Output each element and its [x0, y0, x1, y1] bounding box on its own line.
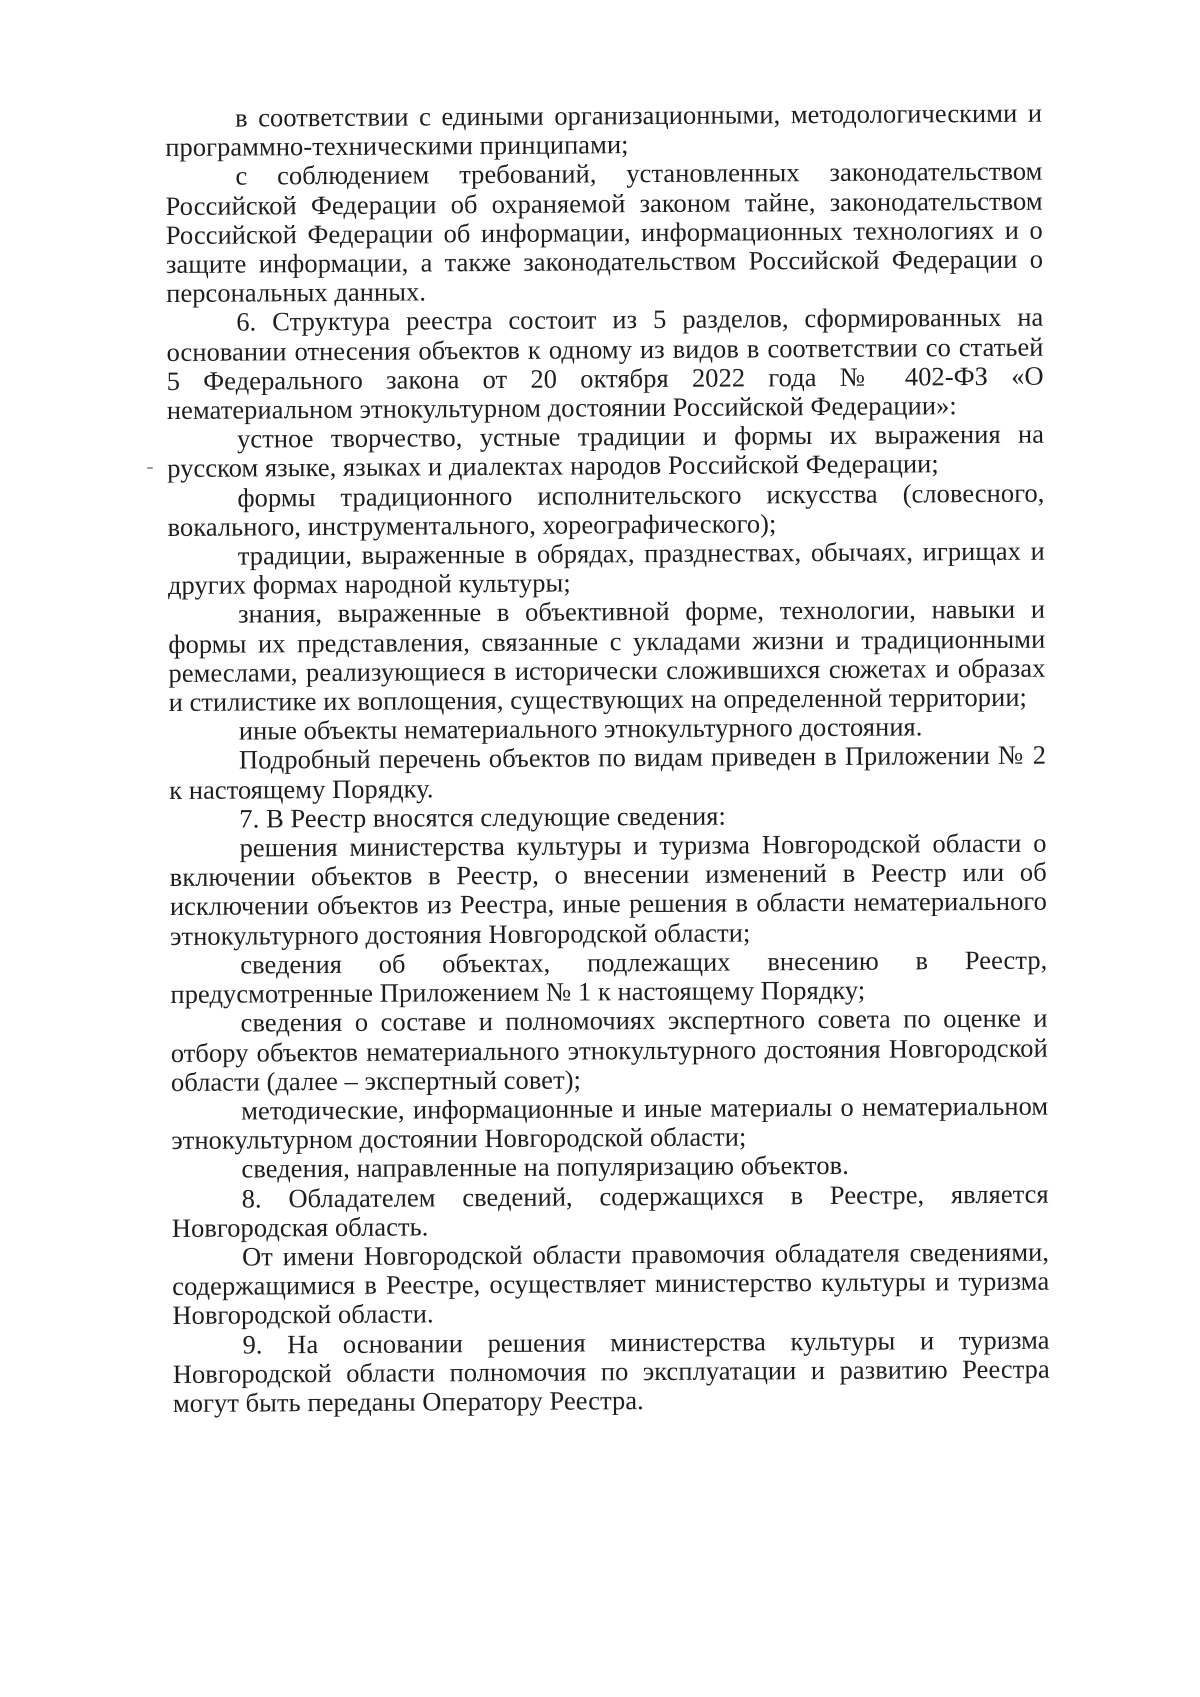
paragraph-rituals: традиции, выраженные в обрядах, празднествах, обычаях, игрищах и других формах народной культуры; [167, 535, 1045, 601]
paragraph-object-info: сведения об объектах, подлежащих внесению в Реестр, предусмотренные Приложением № 1 к настоящему Порядку; [170, 944, 1048, 1010]
paragraph-legal-compliance: с соблюдением требований, установленных законодательством Российской Федерации об охраняемой законом тайне, законодательством Российской Федерации об информации, информационных технологиях и о защите информации, а также законодательством Российской Федерации о персональных данных. [165, 156, 1044, 309]
scan-speck [147, 467, 153, 469]
paragraph-expert-council: сведения о составе и полномочиях экспертного совета по оценке и отбору объектов нематериального этнокультурного достояния Новгородской области (далее – экспертный совет); [170, 1002, 1048, 1097]
paragraph-popularization: сведения, направленные на популяризацию объектов. [241, 1150, 849, 1184]
paragraph-oral-tradition: устное творчество, устные традиции и формы их выражения на русском языке, языках и диалектах народов Российской Федерации; [167, 418, 1045, 484]
paragraph-knowledge-crafts: знания, выраженные в объективной форме, технологии, навыки и формы их представления, связанные с укладами жизни и традиционными ремеслами, реализующиеся в исторически сложившихся сюжетах и образах и стилистике их воплощения, существующих на определенной территории; [168, 594, 1046, 718]
paragraph-item-8-owner: 8. Обладателем сведений, содержащихся в Реестре, является Новгородская область. [171, 1178, 1049, 1243]
paragraph-appendix-2-reference: Подробный перечень объектов по видам приведен в Приложении № 2 к настоящему Порядку. [169, 740, 1047, 805]
document-body [165, 99, 1050, 1418]
paragraph-ministry-decisions: решения министерства культуры и туризма Новгородской области о включении объектов в Реестр, о внесении изменений в Реестр или об исключении объектов из Реестра, иные решения в области нематериального этнокультурного достояния Новгородской области; [169, 827, 1047, 951]
paragraph-principles: в соответствии с едиными организационными, методологическими и программно-техническими принципами; [165, 97, 1043, 163]
paragraph-performing-arts: формы традиционного исполнительского искусства (словесного, вокального, инструментального, хореографического); [167, 477, 1045, 542]
paragraph-other-objects: иные объекты нематериального этнокультурного достояния. [238, 711, 923, 746]
paragraph-methodical-materials: методические, информационные и иные материалы о нематериальном этнокультурном достоянии Новгородской области; [171, 1090, 1049, 1156]
paragraph-owner-rights: От имени Новгородской области правомочия обладателя сведениями, содержащимися в Реестре, осуществляет министерство культуры и туризма Новгородской области. [172, 1236, 1050, 1331]
paragraph-item-7-heading: 7. В Реестр вносятся следующие сведения: [239, 800, 726, 834]
paragraph-item-9-operator: 9. На основании решения министерства культуры и туризма Новгородской области полномочия по эксплуатации и развитию Реестра могут быть переданы Оператору Реестра. [172, 1324, 1050, 1418]
paragraph-item-6-structure: 6. Структура реестра состоит из 5 разделов, сформированных на основании отнесения объектов к одному из видов в соответствии со статьей 5 Федерального закона от 20 октября 2022 года № 402-ФЗ «О нематериальном этнокультурном достоянии Российской Федерации»: [166, 302, 1044, 426]
